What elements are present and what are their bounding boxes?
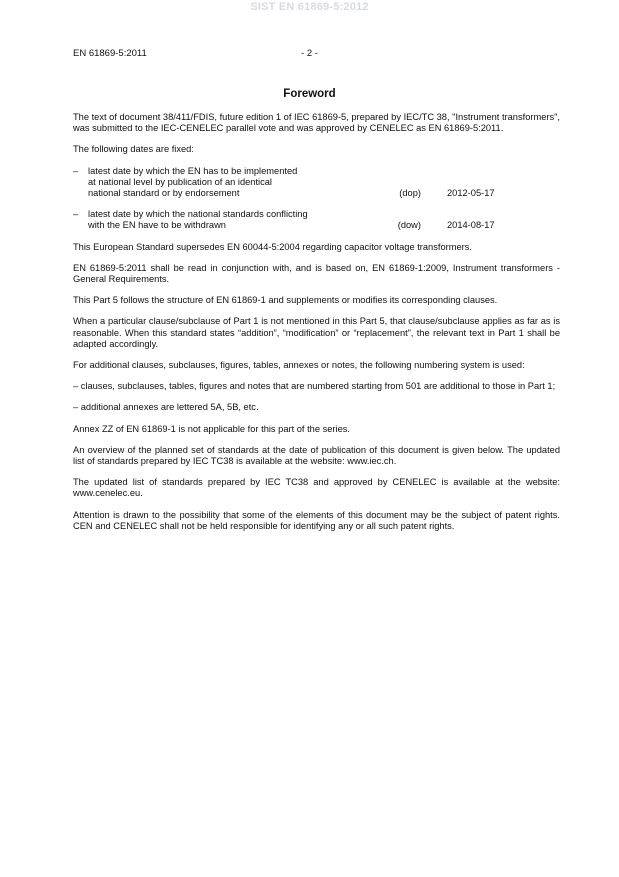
date-item-text [88,209,388,231]
date-abbr: (dop) [399,188,421,199]
paragraph: For additional clauses, subclauses, figures, tables, annexes or notes, the following numbering system is used: [73,360,525,371]
date-item-line: with the EN have to be withdrawn [88,220,226,231]
date-item-text [88,166,388,200]
list-dash: – [73,165,79,176]
date-value: 2014-08-17 [447,220,495,231]
paragraph: Annex ZZ of EN 61869-1 is not applicable for this part of the series. [73,423,350,434]
paragraph: An overview of the planned set of standards at the date of publication of this document is given below. The updated list of standards prepared by IEC TC38 is available at the website: www.iec.ch. [73,444,560,467]
date-abbr: (dow) [397,220,421,231]
paragraph: Attention is drawn to the possibility that some of the elements of this document may be the subject of patent rights. CEN and CENELEC shall not be held responsible for identifying any or all such patent rights. [73,509,560,531]
intro-paragraph: The text of document 38/411/FDIS, future edition 1 of IEC 61869-5, prepared by IEC/TC 38, "Instrument transformers", was submitted to the IEC-CENELEC parallel vote and was approved by CENELEC as EN 61869-5:2011. [73,112,561,134]
paragraph: – additional annexes are lettered 5A, 5B, etc. [73,402,259,413]
dates-intro: The following dates are fixed: [73,144,194,155]
paragraph: This Part 5 follows the structure of EN 61869-1 and supplements or modifies its corresponding clauses. [73,295,498,306]
page-title: Foreword [283,88,336,100]
paragraph: – clauses, subclauses, tables, figures and notes that are numbered starting from 501 are additional to those in Part 1; [73,381,556,392]
date-item-line: at national level by publication of an identical [88,176,272,187]
date-value: 2012-05-17 [447,188,495,199]
header-page-number: - 2 - [301,48,318,59]
list-dash: – [73,209,79,220]
paragraph: When a particular clause/subclause of Part 1 is not mentioned in this Part 5, that clause/subclause applies as far as is reasonable. When this standard states “addition”, “modification” or “replacement”, the relevant text in Part 1 shall be adapted accordingly. [73,316,560,349]
paragraph: EN 61869-5:2011 shall be read in conjunction with, and is based on, EN 61869-1:2009, Instrument transformers - General Requirements. [73,262,560,285]
header-doc-id: EN 61869-5:2011 [73,48,147,59]
date-item-line: latest date by which the EN has to be implemented [88,165,298,176]
paragraph: This European Standard supersedes EN 60044-5:2004 regarding capacitor voltage transformers. [73,241,472,252]
date-item-line: national standard or by endorsement [88,188,240,199]
date-item-dow [73,209,560,231]
watermark: SIST EN 61869-5:2012 [250,1,369,13]
paragraph: The updated list of standards prepared by IEC TC38 and approved by CENELEC is available at the website: www.cenelec.eu. [73,477,560,499]
date-item-dop [73,166,560,200]
date-item-line: latest date by which the national standards conflicting [88,209,308,220]
document-body [73,112,560,542]
